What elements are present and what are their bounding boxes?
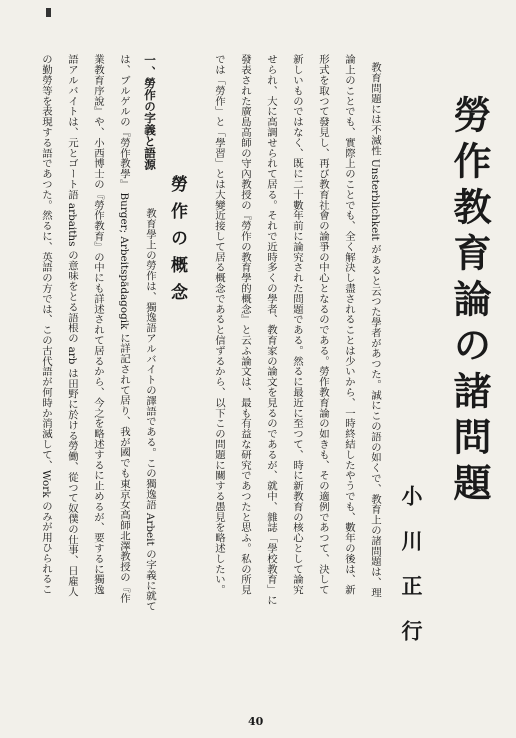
section-line: の勤勞等を表現する語であつた。然るに、英語の方では、この古代語が何時か消滅して、Work のみが用ひられるこ [40,54,52,595]
intro-line: 新しいものではなく、既に二十數年前に論究された問題である。然るに最近に至つて、時に新教育の核心として論究 [291,54,303,595]
section-heading: 一、勞作の字義と語源 [143,54,157,170]
intro-line: 教育問題には不滅性 Unsterblichkeit があると云つた學者があつた。誠にこの語の如くで、教育上の諸問題は、理 [369,62,381,598]
author-name: 小川正行 [399,485,424,665]
section-line: は、ブルゲルの『勞作教學』 Burger; Arbeitspädagogik に詳記されて居り、我が國でも東京女高師北澤教授の『作 [118,54,130,604]
section-title: 勞作の概念 [167,175,187,310]
intro-line: 論上のことでも、實際上のことでも、全く解決し盡されることは少いから、一時終結したやうでも、數年の後は、新 [343,54,355,595]
article-title: 勞作教育論の諸問題 [447,95,492,509]
page-number: 40 [248,715,264,728]
intro-line: では「勞作」と「學習」とは大變近接して居る概念であると信ずるから、以下この問題に關する愚見を略述したい。 [213,54,225,595]
section-line: 業教育序說』や、小西博士の『勞作教育』の中にも詳述されて居るから、今之を略述するに止めるが、要するに獨逸 [92,54,104,595]
intro-line: 發表された廣島高師の守內教授の『勞作の教育學的概念』と云ふ論文は、最も有益な研究であつたと思ふ。私の所見 [239,54,251,595]
intro-line: 形式を取つて發見し、再び教育社會の論爭の中心となるのである。勞作教育論の如きも、その適例であつて、決して [317,54,329,595]
section-line: 教育學上の勞作は、獨逸語アルバイトの譯語である。この獨逸語 Arbeit の字義に就て [144,208,156,612]
intro-line: せられ、大に高調せられて居る。それで近時多くの學者、教育家の論文を見るのであるが、就中、雜誌「學校教育」に [265,54,277,606]
corner-mark [46,8,51,17]
section-line: 語アルバイトは、元とゴート語 arbaiths の意味をとる語根の arb は田野に於ける勞働、從つて奴僕の仕事、日雇人 [66,54,78,597]
